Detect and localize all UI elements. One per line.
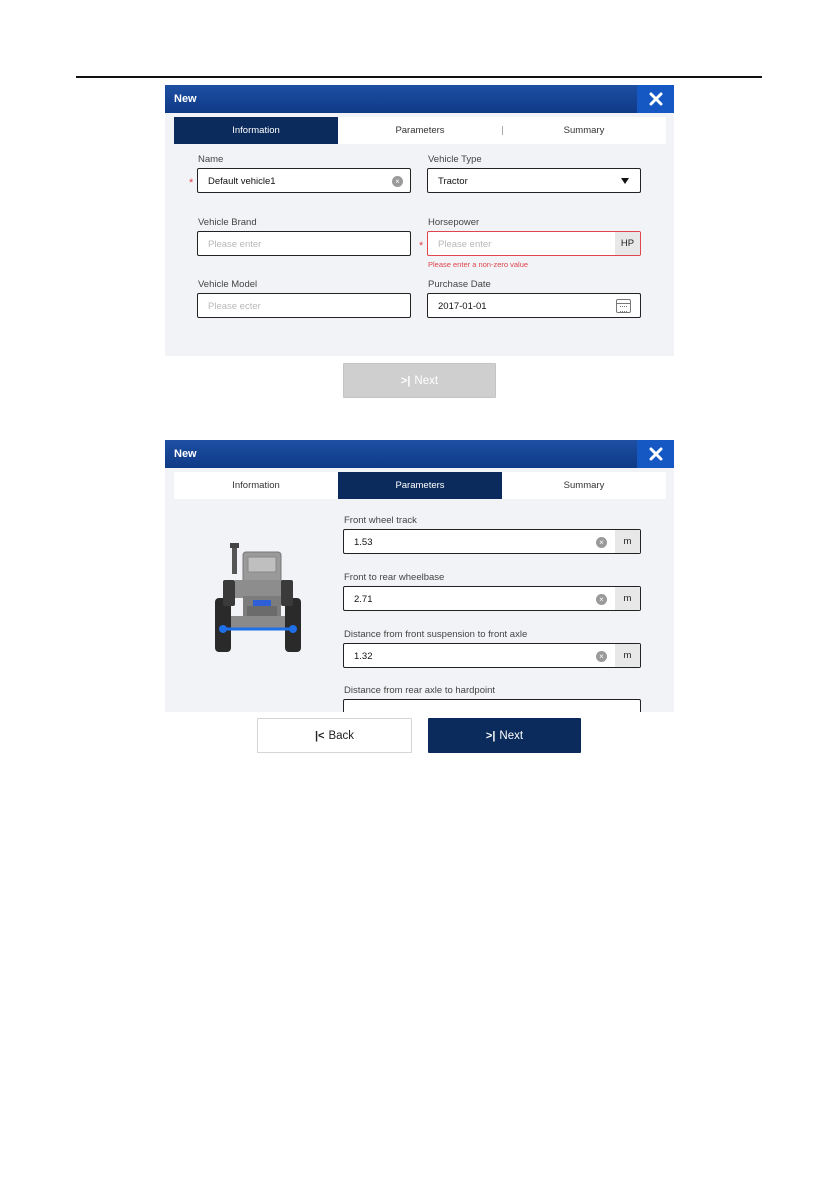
horsepower-input[interactable] (427, 231, 641, 256)
skip-next-icon: >| (485, 729, 496, 742)
purchase-date-value: 2017-01-01 (438, 301, 487, 312)
tractor-image (213, 540, 303, 660)
tab-summary-label: Summary (563, 125, 605, 136)
back-label: Back (328, 729, 355, 742)
dialog-header (165, 85, 674, 113)
vehicle-brand-input[interactable] (197, 231, 411, 256)
next-button-disabled[interactable] (343, 363, 496, 398)
horsepower-error-message: Please enter a non-zero value (428, 260, 529, 269)
purchase-date-label: Purchase Date (428, 279, 491, 290)
wheelbase-unit: m (615, 587, 640, 610)
step-tabs (174, 117, 666, 144)
vehicle-model-input[interactable] (197, 293, 411, 318)
front-wheel-track-input[interactable] (343, 529, 641, 554)
horsepower-placeholder: Please enter (438, 239, 492, 250)
wheelbase-label: Front to rear wheelbase (344, 572, 445, 583)
name-required-mark: * (189, 177, 194, 189)
page-header-rule (76, 76, 762, 78)
wheelbase-input[interactable] (343, 586, 641, 611)
wheelbase-value: 2.71 (354, 594, 373, 605)
close-icon (649, 92, 663, 106)
tab-information[interactable]: Information (174, 117, 338, 144)
dialog-header (165, 440, 674, 468)
vehicle-type-select[interactable] (427, 168, 641, 193)
tab-parameters[interactable]: Parameters (395, 125, 445, 136)
vehicle-brand-placeholder: Please enter (208, 239, 262, 250)
name-value: Default vehicle1 (208, 176, 276, 187)
next-button[interactable] (428, 718, 581, 753)
new-vehicle-dialog-information (165, 85, 674, 356)
close-button[interactable] (637, 440, 674, 468)
front-suspension-unit: m (615, 644, 640, 667)
new-vehicle-dialog-parameters (165, 440, 674, 712)
front-wheel-track-value: 1.53 (354, 537, 373, 548)
tab-summary[interactable] (502, 117, 666, 144)
name-label: Name (198, 154, 224, 165)
tab-parameters[interactable]: Parameters (338, 472, 502, 499)
vehicle-type-value: Tractor (438, 176, 468, 187)
rear-axle-hardpoint-label: Distance from rear axle to hardpoint (344, 685, 496, 696)
dialog-title: New (174, 93, 197, 105)
vehicle-model-placeholder: Please ecter (208, 301, 261, 312)
next-label: Next (414, 374, 439, 387)
clear-icon[interactable]: × (596, 594, 607, 605)
front-wheel-track-label: Front wheel track (344, 515, 417, 526)
vehicle-type-label: Vehicle Type (428, 154, 482, 165)
back-button[interactable] (257, 718, 412, 753)
rear-axle-hardpoint-input[interactable] (343, 699, 641, 712)
clear-icon[interactable]: × (596, 651, 607, 662)
tab-information[interactable]: Information (232, 480, 280, 491)
purchase-date-input[interactable] (427, 293, 641, 318)
horsepower-required-mark: * (419, 240, 424, 252)
skip-next-icon: >| (400, 374, 411, 387)
vehicle-model-label: Vehicle Model (198, 279, 258, 290)
caret-down-icon (621, 178, 629, 184)
close-icon (649, 447, 663, 461)
name-input[interactable] (197, 168, 411, 193)
next-label: Next (499, 729, 524, 742)
front-suspension-value: 1.32 (354, 651, 373, 662)
close-button[interactable] (637, 85, 674, 113)
clear-icon[interactable]: × (596, 537, 607, 548)
tab-summary[interactable]: Summary (563, 480, 605, 491)
vehicle-brand-label: Vehicle Brand (198, 217, 257, 228)
horsepower-label: Horsepower (428, 217, 480, 228)
dialog-title: New (174, 448, 197, 460)
step-tabs (174, 472, 666, 499)
front-wheel-track-unit: m (615, 530, 640, 553)
front-suspension-input[interactable] (343, 643, 641, 668)
front-suspension-label: Distance from front suspension to front axle (344, 629, 528, 640)
calendar-icon[interactable] (616, 299, 631, 313)
horsepower-unit: HP (615, 232, 640, 255)
clear-icon[interactable]: × (392, 176, 403, 187)
skip-back-icon: |< (314, 729, 325, 742)
tab-divider (502, 126, 503, 135)
